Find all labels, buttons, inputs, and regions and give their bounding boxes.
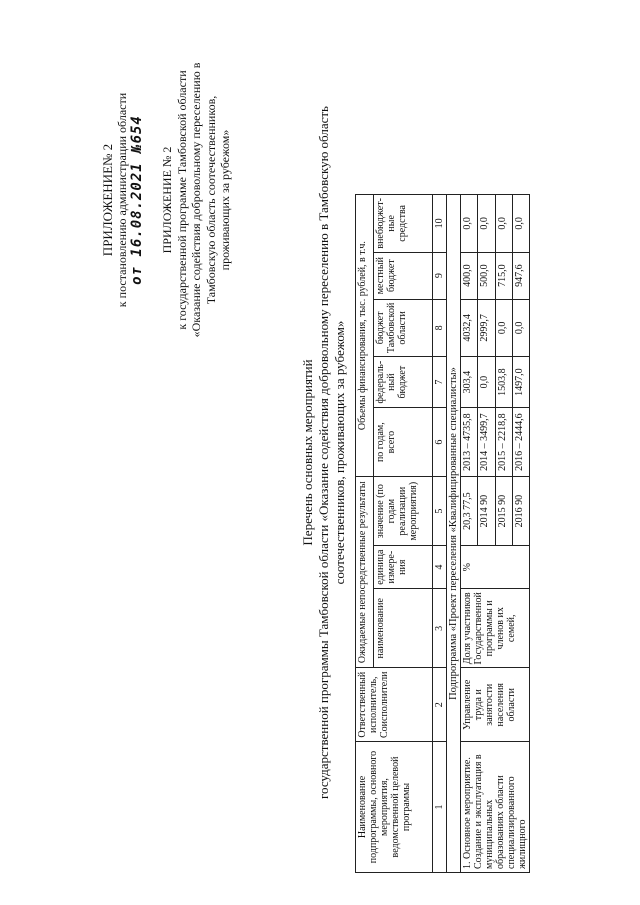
cell-regional: 0,0 xyxy=(495,299,512,357)
col-number: 4 xyxy=(433,546,447,589)
cell-value: 2014 90 xyxy=(478,477,495,546)
document-title xyxy=(300,20,348,885)
cell-federal: 303,4 xyxy=(461,357,478,408)
col-number: 9 xyxy=(433,252,447,299)
header-results-group: Ожидаемые непосредственные результаты xyxy=(356,477,374,668)
annex-sub-title: ПРИЛОЖЕНИЕ № 2 xyxy=(160,146,174,254)
header-row-1 xyxy=(356,195,374,873)
subprogram-title: Подпрограмма «Проект переселения «Квалифицированные специалисты» xyxy=(447,195,461,873)
col-number: 6 xyxy=(433,408,447,477)
header-value: значение (по годам реализации мероприятия) xyxy=(373,477,432,546)
cell-regional: 2999,7 xyxy=(478,299,495,357)
title-line3: соотечественников, проживающих за рубежом» xyxy=(332,320,347,585)
cell-local: 947,6 xyxy=(512,252,529,299)
cell-extra: 0,0 xyxy=(512,195,529,253)
header-executor: Ответственный исполнитель, Соисполнители xyxy=(356,668,433,742)
cell-federal: 1503,8 xyxy=(495,357,512,408)
cell-extra: 0,0 xyxy=(495,195,512,253)
header-result-name: наименование xyxy=(373,589,432,668)
cell-local: 715,0 xyxy=(495,252,512,299)
title-line2: государственной программы Тамбовской области «Оказание содействия добровольному переселению в Тамбовскую область xyxy=(316,106,331,799)
col-number: 2 xyxy=(433,668,447,742)
header-name: Наименование подпрограммы, основного мероприятия, ведомственной целевой программы xyxy=(356,742,433,873)
cell-extra: 0,0 xyxy=(461,195,478,253)
cell-regional: 0,0 xyxy=(512,299,529,357)
annex-sub-block xyxy=(160,55,233,345)
cell-years: 2015 – 2218,8 xyxy=(495,408,512,477)
annex-resolution-line: к постановлению администрации области xyxy=(115,92,129,308)
cell-local: 400,0 xyxy=(461,252,478,299)
cell-extra: 0,0 xyxy=(478,195,495,253)
col-number: 3 xyxy=(433,589,447,668)
column-number-row xyxy=(433,195,447,873)
event-name: 1. Основное мероприятие. Создание и эксплуатация в муниципальных образованиях области специализированного жилищного xyxy=(461,742,530,873)
cell-local: 500,0 xyxy=(478,252,495,299)
header-extra: внебюджет-ные средства xyxy=(373,195,432,253)
col-number: 8 xyxy=(433,299,447,357)
header-local: местный бюджет xyxy=(373,252,432,299)
table-row xyxy=(461,195,478,873)
header-years-total: по годам, всего xyxy=(373,408,432,477)
cell-federal: 1497,0 xyxy=(512,357,529,408)
event-executor: Управление труда и занятости населения области xyxy=(461,668,530,742)
cell-regional: 4032,4 xyxy=(461,299,478,357)
title-line1: Перечень основных мероприятий xyxy=(300,359,315,546)
header-financing-group: Объемы финансирования, тыс. рублей, в т.ч. xyxy=(356,195,374,477)
annex-sub-line4: проживающих за рубежом» xyxy=(218,129,232,271)
subprogram-row xyxy=(447,195,461,873)
annex-sub-line3: Тамбовскую область соотечественников, xyxy=(203,95,218,305)
col-number: 7 xyxy=(433,357,447,408)
col-number: 1 xyxy=(433,742,447,873)
annex-sub-line1: к государственной программе Тамбовской области xyxy=(174,70,189,330)
cell-federal: 0,0 xyxy=(478,357,495,408)
annex-title: ПРИЛОЖЕНИЕ№ 2 xyxy=(100,143,115,257)
col-number: 10 xyxy=(433,195,447,253)
annex-header xyxy=(100,50,145,350)
cell-years: 2016 – 2444,6 xyxy=(512,408,529,477)
header-unit: единица измере-ния xyxy=(373,546,432,589)
cell-value: 2016 90 xyxy=(512,477,529,546)
handwritten-date-number: от 16.08.2021 №654 xyxy=(129,115,145,285)
col-number: 5 xyxy=(433,477,447,546)
cell-years: 2014 – 3499,7 xyxy=(478,408,495,477)
event-result-name: Доля участников Государственной программы и членов их семей, xyxy=(461,589,530,668)
cell-value: 20,3 77,5 xyxy=(461,477,478,546)
annex-sub-line2: «Оказание содействия добровольному переселению в xyxy=(189,62,203,338)
event-unit: % xyxy=(461,546,530,589)
cell-value: 2015 90 xyxy=(495,477,512,546)
cell-years: 2013 – 4735,8 xyxy=(461,408,478,477)
events-table xyxy=(355,194,530,873)
header-regional: бюджет Тамбовской области xyxy=(373,299,432,357)
header-federal: федераль-ный бюджет xyxy=(373,357,432,408)
